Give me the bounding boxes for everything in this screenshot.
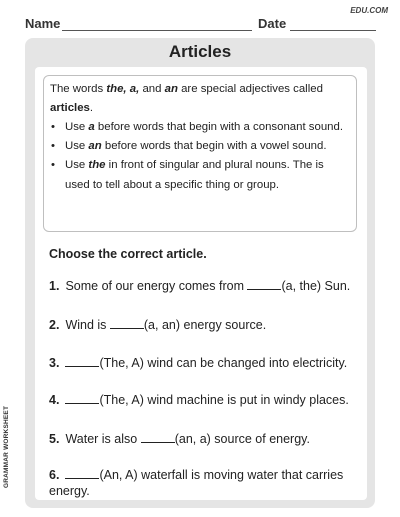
page-title: Articles bbox=[168, 42, 232, 61]
question-2: 2. Wind is (a, an) energy source. bbox=[49, 318, 267, 332]
question-1: 1. Some of our energy comes from (a, the) Sun. bbox=[49, 279, 351, 293]
rule-item: • Use the in front of singular and plural nouns. The is used to tell about a specific thing or group. bbox=[50, 156, 350, 194]
instructions: Choose the correct article. bbox=[49, 247, 207, 261]
edu-logo: EDU.COM bbox=[350, 6, 388, 15]
rule-item: • Use a before words that begin with a consonant sound. bbox=[50, 118, 350, 137]
answer-blank[interactable] bbox=[110, 317, 144, 329]
rule-item: • Use an before words that begin with a vowel sound. bbox=[50, 137, 350, 156]
side-label: GRAMMAR WORKSHEET bbox=[3, 405, 10, 488]
intro-text: The words the, a, and an are special adjectives called articles. bbox=[50, 83, 323, 114]
answer-blank[interactable] bbox=[65, 355, 99, 367]
worksheet-panel bbox=[25, 38, 375, 508]
date-line bbox=[290, 30, 376, 31]
question-5: 5. Water is also (an, a) source of energy. bbox=[49, 432, 310, 446]
worksheet-body bbox=[35, 67, 367, 500]
date-label: Date bbox=[258, 16, 287, 31]
article-word: the, bbox=[106, 83, 127, 95]
answer-blank[interactable] bbox=[141, 431, 175, 443]
name-label: Name bbox=[25, 16, 61, 31]
question-3: 3. (The, A) wind can be changed into electricity. bbox=[49, 356, 348, 370]
article-word: an bbox=[164, 83, 178, 95]
answer-blank[interactable] bbox=[65, 392, 99, 404]
header bbox=[0, 14, 400, 34]
answer-blank[interactable] bbox=[65, 467, 99, 479]
info-box bbox=[43, 75, 357, 232]
question-6: 6. (An, A) waterfall is moving water that carries energy. bbox=[49, 468, 344, 498]
article-word: a, bbox=[129, 83, 140, 95]
answer-blank[interactable] bbox=[247, 278, 281, 290]
rules-list bbox=[50, 118, 350, 195]
question-4: 4. (The, A) wind machine is put in windy places. bbox=[49, 393, 349, 407]
name-line bbox=[62, 30, 252, 31]
term-articles: articles bbox=[50, 102, 90, 114]
